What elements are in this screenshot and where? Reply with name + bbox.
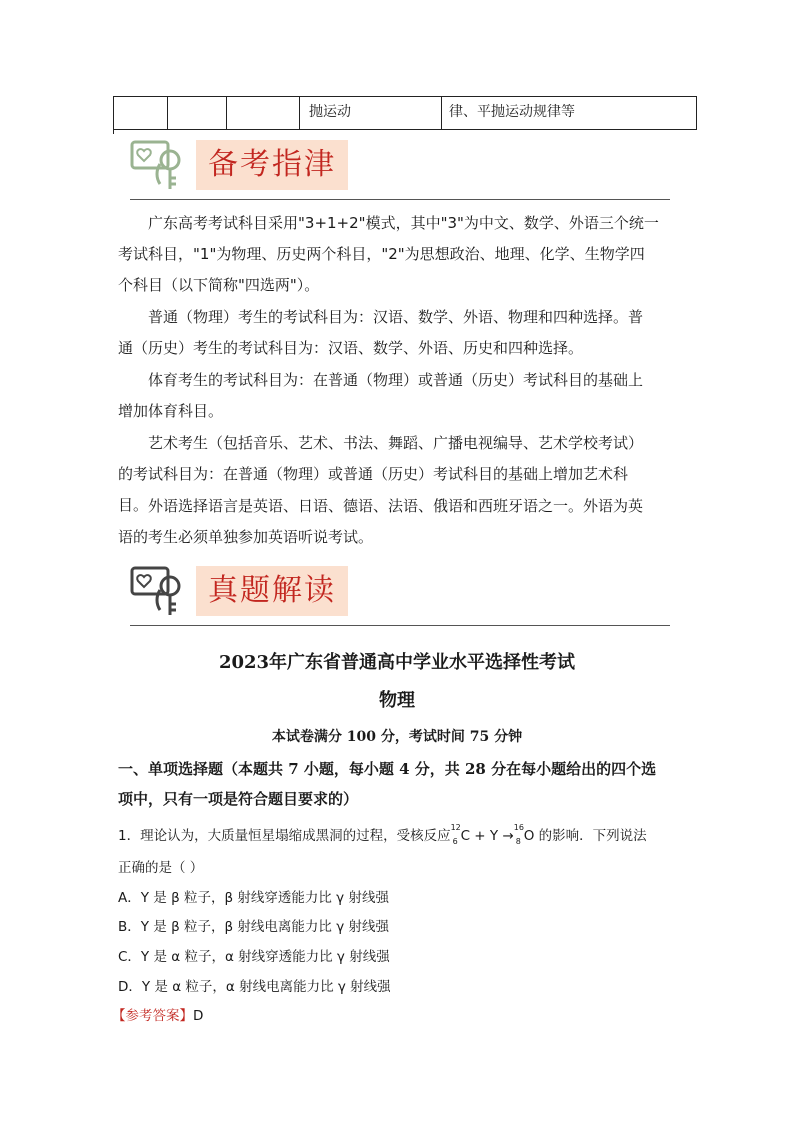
section-heading: 备考指津 xyxy=(196,140,348,190)
question-text: 正确的是（ ） xyxy=(118,860,204,876)
option-c: C．Y 是 α 粒子，α 射线穿透能力比 γ 射线强 xyxy=(118,949,390,965)
atomic-number: 6 xyxy=(452,837,458,846)
table-divider xyxy=(167,97,168,129)
part-heading: 一、单项选择题（本题共 7 小题，每小题 4 分，共 28 分在每小题给出的四个选 xyxy=(118,760,657,778)
table-divider xyxy=(113,97,114,129)
exam-title: 2023年广东省普通高中学业水平选择性考试 xyxy=(218,652,576,673)
answer-label: 【参考答案】 xyxy=(112,1008,193,1024)
table-fragment xyxy=(113,96,697,130)
table-divider xyxy=(441,97,442,129)
mass-number: 16 xyxy=(513,823,524,832)
mass-number: 12 xyxy=(450,823,461,832)
paragraph-line: 外语选择语言是英语、日语、德语、法语、俄语和西班牙语之一。外语为英 xyxy=(148,497,644,515)
paragraph-line: 艺术考生（包括音乐、艺术、书法、舞蹈、广播电视编导、艺术学校考试） xyxy=(148,434,644,452)
table-divider xyxy=(226,97,227,129)
exam-subject: 物理 xyxy=(379,690,415,711)
paragraph-line: 广东高考考试科目采用"3+1+2"模式，其中"3"为中文、数学、外语三个统一 xyxy=(148,214,659,232)
paragraph-line: 体育考生的考试科目为：在普通（物理）或普通（历史）考试科目的基础上 xyxy=(148,371,644,389)
question-text: 1．理论认为，大质量恒星塌缩成黑洞的过程，受核反应 xyxy=(118,828,451,844)
option-b: B．Y 是 β 粒子，β 射线电离能力比 γ 射线强 xyxy=(118,919,389,935)
section-heading: 真题解读 xyxy=(196,566,348,616)
option-a: A．Y 是 β 粒子，β 射线穿透能力比 γ 射线强 xyxy=(118,890,389,906)
section-banner-exam xyxy=(130,564,670,626)
table-divider xyxy=(696,97,697,129)
answer-line xyxy=(112,1004,203,1024)
table-cell-topic: 抛运动 xyxy=(309,104,351,120)
heart-key-icon xyxy=(130,138,194,194)
table-divider xyxy=(113,128,114,134)
section-rule xyxy=(130,625,670,626)
paragraph-line: 语的考生必须单独参加英语听说考试。 xyxy=(118,528,374,546)
paragraph-line: 增加体育科目。 xyxy=(118,402,224,420)
paragraph-line: 个科目（以下简称"四选两"）。 xyxy=(118,276,320,294)
paragraph-line: 通（历史）考生的考试科目为：汉语、数学、外语、历史和四种选择。 xyxy=(118,339,584,357)
paragraph-line: 的考试科目为：在普通（物理）或普通（历史）考试科目的基础上增加艺术科目。 xyxy=(118,465,629,514)
atomic-number: 8 xyxy=(515,837,521,846)
section-banner-guide xyxy=(130,138,670,200)
option-d: D．Y 是 α 粒子，α 射线电离能力比 γ 射线强 xyxy=(118,979,391,995)
part-heading: 项中，只有一项是符合题目要求的） xyxy=(118,790,359,808)
table-divider xyxy=(299,97,300,129)
paragraph-line: 考试科目，"1"为物理、历史两个科目，"2"为思想政治、地理、化学、生物学四 xyxy=(118,245,645,263)
nuclide-oxygen xyxy=(513,823,524,846)
answer-value: D xyxy=(193,1008,204,1024)
table-cell-points: 律、平抛运动规律等 xyxy=(449,104,575,120)
heart-key-icon xyxy=(130,564,194,620)
reaction-text: C + Y → xyxy=(460,828,514,844)
paragraph-line: 普通（物理）考生的考试科目为：汉语、数学、外语、物理和四种选择。普 xyxy=(148,308,644,326)
exam-info: 本试卷满分 100 分，考试时间 75 分钟 xyxy=(271,729,523,745)
question-text: O 的影响．下列说法 xyxy=(523,828,647,844)
nuclide-carbon xyxy=(450,823,461,846)
question-1 xyxy=(118,824,647,844)
section-rule xyxy=(130,199,670,200)
